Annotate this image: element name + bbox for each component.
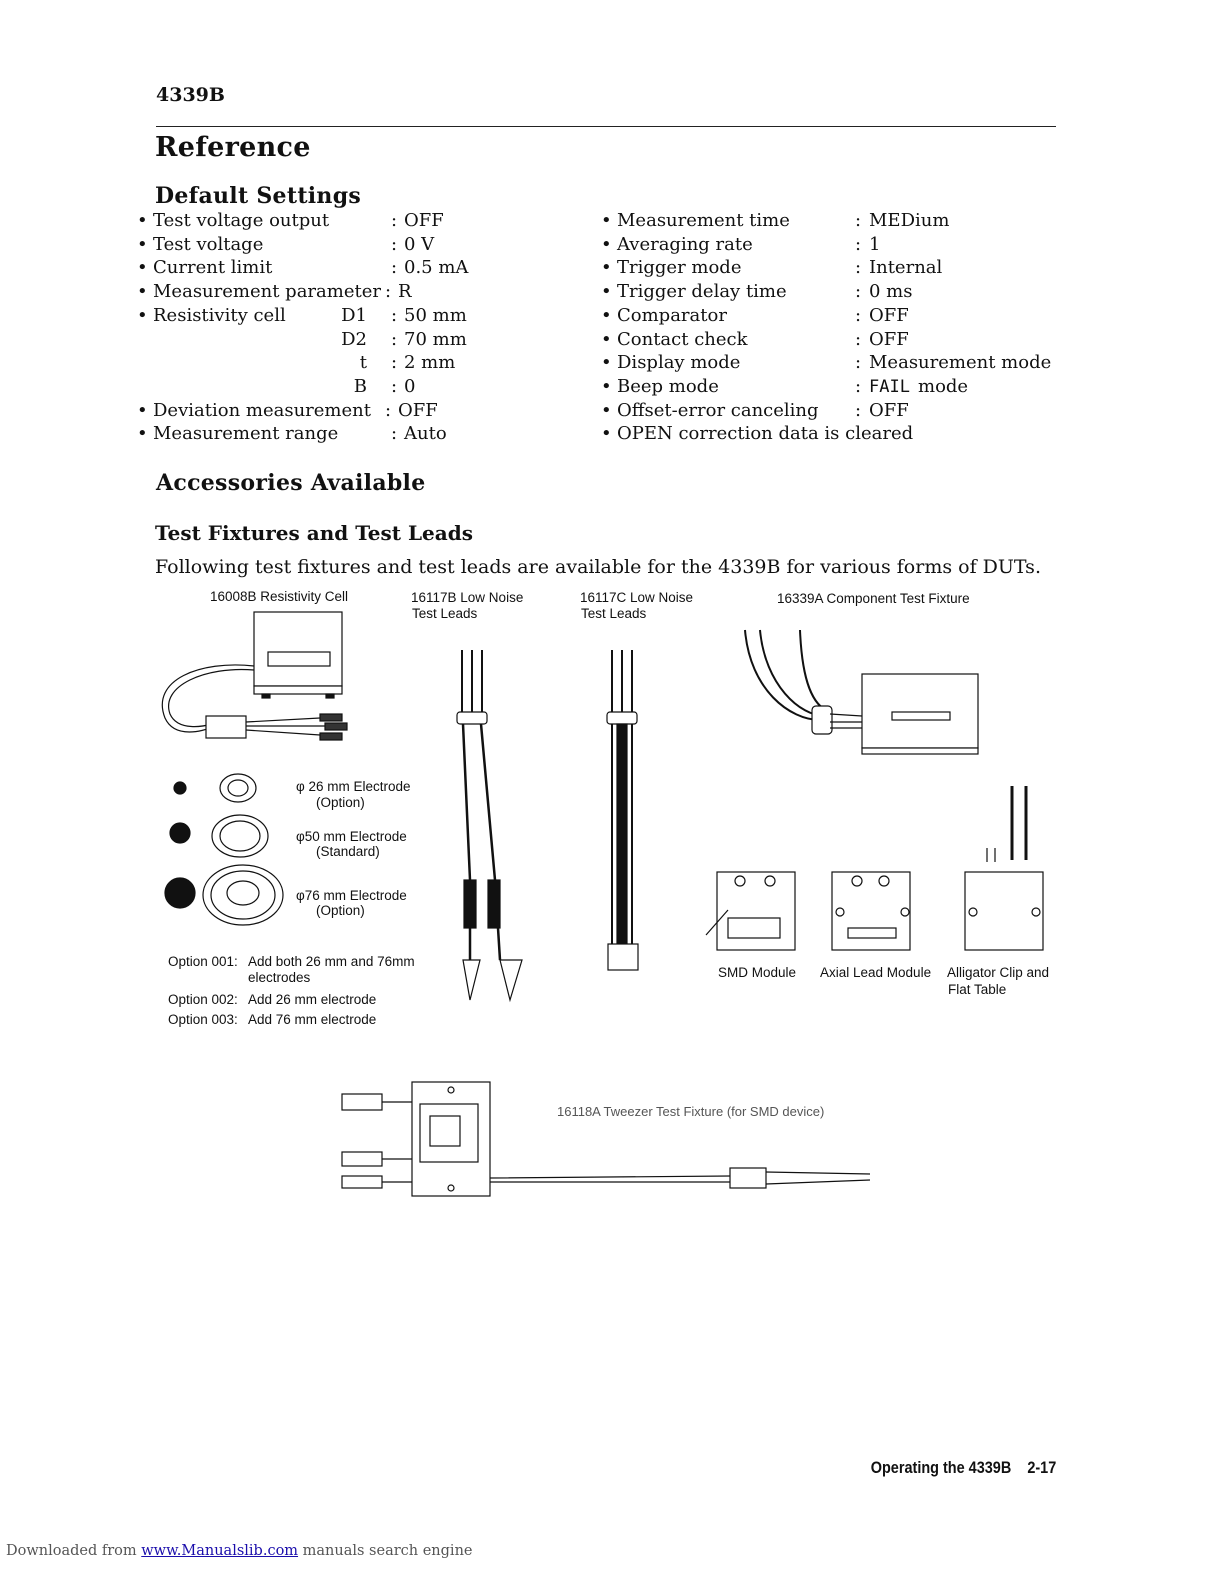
caption-alligator-line1: Alligator Clip and — [947, 965, 1050, 980]
caption-electrode-76-option: (Option) — [316, 903, 365, 918]
setting-label: OPEN correction data is cleared — [617, 423, 914, 445]
setting-separator: : — [391, 304, 398, 326]
component-fixture-drawing — [745, 630, 978, 754]
setting-value: OFF — [869, 328, 909, 350]
lead-16117c-drawing — [607, 650, 638, 970]
setting-separator: : — [391, 375, 398, 397]
setting-bullet: • — [601, 375, 612, 397]
setting-label: Measurement range — [153, 423, 339, 445]
caption-16117c-line1: 16117C Low Noise — [580, 590, 694, 605]
option-001-text-cont: electrodes — [248, 970, 311, 985]
caption-electrode-26: φ 26 mm Electrode — [296, 779, 411, 794]
setting-value: mode — [918, 375, 969, 397]
setting-label: Measurement parameter — [153, 281, 381, 303]
option-003-text: Add 76 mm electrode — [248, 1012, 377, 1027]
setting-separator: : — [855, 257, 862, 279]
setting-separator: : — [391, 423, 398, 445]
setting-separator: : — [391, 328, 398, 350]
setting-separator: : — [855, 352, 862, 374]
setting-value: Internal — [869, 257, 943, 279]
setting-separator: : — [391, 210, 398, 231]
setting-label: Resistivity cell — [153, 304, 286, 326]
setting-sublabel: t — [359, 352, 367, 374]
manualslib-link[interactable]: www.Manualslib.com — [141, 1543, 299, 1559]
setting-bullet: • — [137, 399, 148, 421]
setting-sublabel: B — [353, 375, 367, 397]
caption-alligator-line2: Flat Table — [948, 982, 1007, 997]
setting-bullet: • — [137, 210, 148, 231]
setting-value: 0.5 mA — [404, 257, 469, 279]
setting-value-code: FAIL — [869, 376, 910, 397]
caption-16117b-line1: 16117B Low Noise — [411, 590, 524, 605]
resistivity-cell-drawing — [162, 612, 347, 740]
setting-sublabel: D2 — [341, 328, 367, 350]
accessories-title: Accessories Available — [156, 470, 426, 496]
setting-label: Contact check — [617, 328, 748, 350]
default-settings-title: Default Settings — [155, 183, 362, 209]
setting-sublabel: D1 — [341, 304, 367, 326]
setting-label: Comparator — [617, 304, 727, 326]
modules-drawing — [706, 786, 1043, 950]
setting-label: Current limit — [153, 257, 273, 279]
caption-electrode-76: φ76 mm Electrode — [296, 888, 407, 903]
setting-label: Display mode — [617, 352, 741, 374]
setting-bullet: • — [601, 352, 612, 374]
setting-separator: : — [855, 281, 862, 303]
accessories-intro: Following test fixtures and test leads are available for the 4339B for various forms of DUTs. — [155, 556, 1041, 578]
setting-value: 0 — [404, 375, 416, 397]
setting-value: OFF — [869, 304, 909, 326]
setting-value: OFF — [404, 210, 444, 231]
setting-bullet: • — [601, 328, 612, 350]
caption-16117b-line2: Test Leads — [412, 606, 478, 621]
setting-value: 1 — [869, 233, 881, 255]
setting-bullet: • — [601, 423, 612, 445]
download-suffix: manuals search engine — [302, 1543, 473, 1559]
setting-separator: : — [855, 210, 862, 231]
setting-label: Trigger mode — [617, 257, 742, 279]
setting-value: R — [398, 281, 412, 303]
setting-value: Auto — [404, 423, 447, 445]
setting-value: 0 V — [404, 233, 435, 255]
setting-label: Offset-error canceling — [617, 399, 819, 421]
setting-bullet: • — [601, 399, 612, 421]
setting-bullet: • — [137, 304, 148, 326]
setting-bullet: • — [601, 233, 612, 255]
test-fixtures-subtitle: Test Fixtures and Test Leads — [155, 521, 473, 545]
option-002-label: Option 002: — [168, 992, 238, 1007]
caption-electrode-50-standard: (Standard) — [316, 844, 380, 859]
page-footer — [870, 1458, 1056, 1478]
setting-value: 50 mm — [404, 304, 467, 326]
setting-separator: : — [385, 281, 392, 303]
setting-bullet: • — [601, 210, 612, 231]
option-002-text: Add 26 mm electrode — [248, 992, 377, 1007]
setting-value: MEDium — [869, 210, 950, 231]
setting-bullet: • — [137, 257, 148, 279]
setting-separator: : — [391, 257, 398, 279]
caption-tweezer: 16118A Tweezer Test Fixture (for SMD device) — [557, 1104, 825, 1119]
lead-16117b-drawing — [457, 650, 522, 1000]
setting-value: 0 ms — [869, 281, 913, 303]
electrode-drawings — [165, 774, 283, 925]
setting-label: Deviation measurement — [153, 399, 371, 421]
setting-label: Measurement time — [617, 210, 790, 231]
setting-separator: : — [391, 233, 398, 255]
caption-electrode-26-option: (Option) — [316, 795, 365, 810]
setting-separator: : — [855, 375, 862, 397]
option-003-label: Option 003: — [168, 1012, 238, 1027]
caption-electrode-50: φ50 mm Electrode — [296, 829, 407, 844]
setting-separator: : — [855, 304, 862, 326]
setting-label: Test voltage — [153, 233, 264, 255]
option-001-text: Add both 26 mm and 76mm — [248, 954, 415, 969]
caption-16339a: 16339A Component Test Fixture — [777, 591, 970, 606]
setting-separator: : — [855, 328, 862, 350]
setting-value: 2 mm — [404, 352, 456, 374]
option-001-label: Option 001: — [168, 954, 238, 969]
section-title: Reference — [155, 132, 311, 163]
caption-smd-module: SMD Module — [718, 965, 797, 980]
setting-value: OFF — [869, 399, 909, 421]
setting-value: 70 mm — [404, 328, 467, 350]
setting-separator: : — [855, 233, 862, 255]
caption-axial-module: Axial Lead Module — [820, 965, 932, 980]
setting-separator: : — [855, 399, 862, 421]
document-model-header: 4339B — [156, 84, 225, 106]
setting-bullet: • — [137, 423, 148, 445]
setting-label: Test voltage output — [153, 210, 330, 231]
page-number: 2-17 — [1027, 1458, 1056, 1477]
setting-label: Beep mode — [617, 375, 719, 397]
setting-value: Measurement mode — [869, 352, 1052, 374]
tweezer-fixture-drawing — [342, 1082, 870, 1196]
caption-resistivity-cell: 16008B Resistivity Cell — [210, 589, 349, 604]
caption-16117c-line2: Test Leads — [581, 606, 647, 621]
setting-bullet: • — [601, 304, 612, 326]
setting-bullet: • — [137, 233, 148, 255]
setting-separator: : — [385, 399, 392, 421]
download-notice — [6, 1543, 473, 1559]
setting-bullet: • — [601, 257, 612, 279]
setting-bullet: • — [137, 281, 148, 303]
setting-value: OFF — [398, 399, 438, 421]
footer-text: Operating the 4339B — [870, 1458, 1012, 1477]
setting-bullet: • — [601, 281, 612, 303]
setting-label: Averaging rate — [617, 233, 753, 255]
download-prefix: Downloaded from — [6, 1543, 137, 1559]
setting-label: Trigger delay time — [617, 281, 787, 303]
setting-separator: : — [391, 352, 398, 374]
